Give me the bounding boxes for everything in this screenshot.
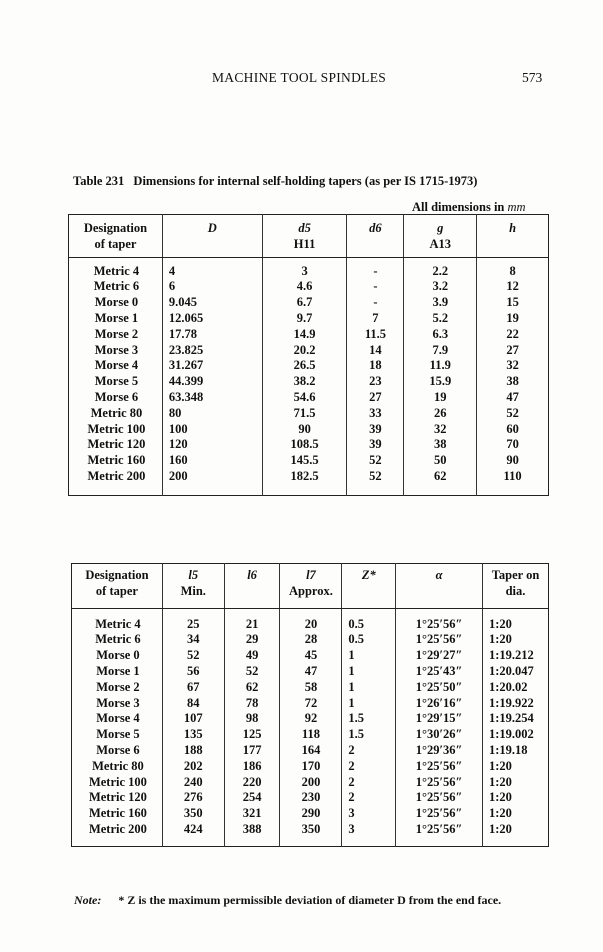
table1-cell: 160 xyxy=(162,453,262,469)
table1-cell: - xyxy=(347,279,404,295)
table2-cell: 188 xyxy=(162,743,224,759)
table2-cell: Morse 4 xyxy=(96,711,140,726)
table-row xyxy=(69,343,549,359)
table1-header-col-4-line-0: g xyxy=(437,221,444,235)
table2-cell: 52 xyxy=(224,664,280,680)
table-number: Table 231 xyxy=(73,174,125,188)
table2-cell: 3 xyxy=(342,822,396,846)
table-row xyxy=(69,295,549,311)
table1-cell: 90 xyxy=(262,422,347,438)
table-row xyxy=(69,358,549,374)
table1-cell: 14 xyxy=(347,343,404,359)
table2-header xyxy=(72,564,549,609)
table1-cell: Metric 6 xyxy=(93,279,140,294)
table1-cell: 23 xyxy=(347,374,404,390)
taper-dimensions-table-2 xyxy=(71,563,549,847)
table1-cell: 62 xyxy=(404,469,477,495)
table1-cell: 200 xyxy=(162,469,262,495)
table2-cell: 58 xyxy=(280,680,342,696)
page-number: 573 xyxy=(522,70,543,85)
table2-cell: 1:20 xyxy=(483,608,549,632)
note-text: * Z is the maximum permissible deviation of diameter D from the end face. xyxy=(118,893,502,907)
table2-cell: Morse 6 xyxy=(96,742,140,757)
table2-cell: 20 xyxy=(280,608,342,632)
table2-cell: Metric 200 xyxy=(88,821,147,836)
table2-cell: 1°25′56″ xyxy=(396,775,483,791)
table1-header-col-1-line-1 xyxy=(163,237,262,253)
table1-header-col-2-line-0: d5 xyxy=(298,221,311,235)
table1-cell: - xyxy=(347,295,404,311)
table1-cell: 7 xyxy=(347,311,404,327)
table2-cell: 1°25′56″ xyxy=(396,822,483,846)
table1-cell: 32 xyxy=(477,358,549,374)
table2-cell: 1°25′50″ xyxy=(396,680,483,696)
table2-cell: 1:20.047 xyxy=(483,664,549,680)
table2-cell: 2 xyxy=(342,790,396,806)
table1-cell: Morse 2 xyxy=(94,326,139,341)
table1-cell: 54.6 xyxy=(262,390,347,406)
table1-cell: 20.2 xyxy=(262,343,347,359)
note-label: Note: xyxy=(74,893,102,907)
table1-cell: 9.045 xyxy=(162,295,262,311)
table1-cell: 8 xyxy=(477,257,549,279)
table2-cell: 29 xyxy=(224,632,280,648)
table2-cell: 1 xyxy=(342,664,396,680)
table1-cell: 4 xyxy=(162,257,262,279)
table1-cell: 3.2 xyxy=(404,279,477,295)
table2-cell: 1:20 xyxy=(483,790,549,806)
table2-cell: 1°25′56″ xyxy=(396,632,483,648)
table1-cell: Metric 80 xyxy=(90,405,143,420)
table1-cell: 18 xyxy=(347,358,404,374)
table-row xyxy=(69,327,549,343)
table1-header-col-4-line-1: A13 xyxy=(429,236,452,251)
table1-cell: Morse 5 xyxy=(94,374,139,389)
dimensions-unit: mm xyxy=(507,200,526,214)
table1-cell: 33 xyxy=(347,406,404,422)
table1-cell: 47 xyxy=(477,390,549,406)
table2-cell: 1°25′56″ xyxy=(396,608,483,632)
table-row xyxy=(72,790,549,806)
table2-cell: 34 xyxy=(162,632,224,648)
table2-cell: 1°29′15″ xyxy=(396,711,483,727)
table1-cell: 38 xyxy=(477,374,549,390)
table2-cell: 84 xyxy=(162,696,224,712)
table-caption xyxy=(73,174,477,189)
table2-cell: 186 xyxy=(224,759,280,775)
table2-cell: 164 xyxy=(280,743,342,759)
table-row xyxy=(72,648,549,664)
table1-cell: Metric 160 xyxy=(87,453,146,468)
table2-header-col-5-line-0: α xyxy=(435,568,443,582)
table1-cell: 110 xyxy=(477,469,549,495)
table2-cell: 350 xyxy=(162,806,224,822)
table1-cell: 90 xyxy=(477,453,549,469)
table2-cell: 200 xyxy=(280,775,342,791)
table-row xyxy=(72,664,549,680)
table1-cell: 7.9 xyxy=(404,343,477,359)
table2-cell: 78 xyxy=(224,696,280,712)
table2-cell: 230 xyxy=(280,790,342,806)
table-row xyxy=(72,759,549,775)
table2-cell: 62 xyxy=(224,680,280,696)
table2-cell: 28 xyxy=(280,632,342,648)
table1-header-col-3-line-0: d6 xyxy=(369,221,382,235)
table1-header-col-4 xyxy=(404,215,477,258)
table1-cell: 5.2 xyxy=(404,311,477,327)
table2-cell: 170 xyxy=(280,759,342,775)
table2-cell: 3 xyxy=(342,806,396,822)
table-row xyxy=(69,257,549,279)
table2-cell: 1:20 xyxy=(483,632,549,648)
table1-cell: 32 xyxy=(404,422,477,438)
table1-cell: 63.348 xyxy=(162,390,262,406)
table1-cell: 6.7 xyxy=(262,295,347,311)
table2-cell: 21 xyxy=(224,608,280,632)
table1-cell: 11.9 xyxy=(404,358,477,374)
table1-cell: 27 xyxy=(347,390,404,406)
table2-cell: 321 xyxy=(224,806,280,822)
table1-cell: 27 xyxy=(477,343,549,359)
table2-cell: 1:19.212 xyxy=(483,648,549,664)
table1-cell: 2.2 xyxy=(404,257,477,279)
table1-cell: - xyxy=(347,257,404,279)
table2-cell: 177 xyxy=(224,743,280,759)
table1-header-col-5-line-1 xyxy=(477,237,548,253)
table2-cell: 254 xyxy=(224,790,280,806)
table2-cell: 202 xyxy=(162,759,224,775)
table2-header-col-4 xyxy=(342,564,396,609)
table1-cell: 26 xyxy=(404,406,477,422)
table-row xyxy=(69,279,549,295)
table1-cell: 71.5 xyxy=(262,406,347,422)
table1-header-col-0-line-1: of taper xyxy=(94,236,137,251)
table2-cell: 1°26′16″ xyxy=(396,696,483,712)
table-row xyxy=(72,608,549,632)
table1-cell: 100 xyxy=(162,422,262,438)
table-row xyxy=(72,775,549,791)
table2-cell: 1:20 xyxy=(483,822,549,846)
table2-cell: Metric 160 xyxy=(88,806,147,821)
table2-cell: 424 xyxy=(162,822,224,846)
table1-cell: 15.9 xyxy=(404,374,477,390)
table2-cell: Morse 1 xyxy=(96,663,140,678)
dimensions-note xyxy=(412,200,526,215)
table2-cell: 49 xyxy=(224,648,280,664)
table2-cell: 2 xyxy=(342,743,396,759)
table2-cell: 1 xyxy=(342,696,396,712)
table2-cell: Metric 100 xyxy=(88,774,147,789)
table2-header-col-5-line-1 xyxy=(396,584,482,600)
table2-header-col-2 xyxy=(224,564,280,609)
table2-header-col-0 xyxy=(72,564,163,609)
table1-header-col-3 xyxy=(347,215,404,258)
table2-cell: 2 xyxy=(342,775,396,791)
table2-cell: Morse 5 xyxy=(96,727,140,742)
table1-header-col-0 xyxy=(69,215,163,258)
table2-cell: Metric 4 xyxy=(95,616,141,631)
table1-cell: 50 xyxy=(404,453,477,469)
table-row xyxy=(72,696,549,712)
table2-cell: 45 xyxy=(280,648,342,664)
table1-cell: 15 xyxy=(477,295,549,311)
table2-cell: 125 xyxy=(224,727,280,743)
table-row xyxy=(72,822,549,846)
taper-dimensions-table-1 xyxy=(68,214,549,496)
table2-body xyxy=(72,608,549,846)
table2-cell: 56 xyxy=(162,664,224,680)
table-row xyxy=(69,374,549,390)
table2-cell: Metric 6 xyxy=(95,632,141,647)
table2-cell: Metric 120 xyxy=(88,790,147,805)
table1-cell: 108.5 xyxy=(262,437,347,453)
table2-cell: 1°30′26″ xyxy=(396,727,483,743)
table2-cell: 67 xyxy=(162,680,224,696)
table1-cell: 11.5 xyxy=(347,327,404,343)
table1-cell: 19 xyxy=(477,311,549,327)
table2-cell: 92 xyxy=(280,711,342,727)
table2-header-col-0-line-1: of taper xyxy=(95,583,138,598)
table2-header-col-3-line-1: Approx. xyxy=(288,583,333,598)
table2-cell: 0.5 xyxy=(342,608,396,632)
table1-cell: Morse 6 xyxy=(94,389,139,404)
table2-header-col-3 xyxy=(280,564,342,609)
table1-cell: 9.7 xyxy=(262,311,347,327)
table1-cell: Metric 100 xyxy=(87,421,146,436)
table2-cell: 276 xyxy=(162,790,224,806)
table2-cell: 1:19.18 xyxy=(483,743,549,759)
table1-header-col-5-line-0: h xyxy=(509,221,517,235)
table1-cell: 6 xyxy=(162,279,262,295)
table-row xyxy=(69,453,549,469)
table2-header-col-2-line-0: l6 xyxy=(247,568,257,582)
table1-cell: Morse 0 xyxy=(94,295,139,310)
table2-cell: Morse 3 xyxy=(96,695,140,710)
table2-header-col-6-line-1: dia. xyxy=(505,583,526,598)
table1-cell: 12.065 xyxy=(162,311,262,327)
table2-cell: 1°29′27″ xyxy=(396,648,483,664)
table1-cell: 52 xyxy=(347,453,404,469)
table2-cell: 72 xyxy=(280,696,342,712)
table1-cell: Metric 4 xyxy=(93,263,140,278)
table-row xyxy=(69,390,549,406)
footnote xyxy=(74,893,501,908)
table-row xyxy=(72,680,549,696)
table2-cell: 0.5 xyxy=(342,632,396,648)
table1-header-col-2 xyxy=(262,215,347,258)
table1-cell: 38 xyxy=(404,437,477,453)
table2-cell: 1°25′56″ xyxy=(396,759,483,775)
table1-header-col-3-line-1 xyxy=(347,237,403,253)
table1-cell: Metric 200 xyxy=(87,468,146,483)
table2-cell: 135 xyxy=(162,727,224,743)
table2-cell: 1:20.02 xyxy=(483,680,549,696)
table2-cell: Metric 80 xyxy=(92,758,144,773)
table1-header xyxy=(69,215,549,258)
table2-cell: 25 xyxy=(162,608,224,632)
table1-cell: 38.2 xyxy=(262,374,347,390)
table-row xyxy=(69,406,549,422)
table1-header-col-5 xyxy=(477,215,549,258)
table1-cell: 14.9 xyxy=(262,327,347,343)
table2-cell: 118 xyxy=(280,727,342,743)
table2-header-col-5 xyxy=(396,564,483,609)
table2-cell: 47 xyxy=(280,664,342,680)
table2-cell: 388 xyxy=(224,822,280,846)
table2-cell: 290 xyxy=(280,806,342,822)
table1-cell: 44.399 xyxy=(162,374,262,390)
table2-header-col-3-line-0: l7 xyxy=(306,568,316,582)
table1-cell: 6.3 xyxy=(404,327,477,343)
table-row xyxy=(72,743,549,759)
table1-cell: 80 xyxy=(162,406,262,422)
table2-cell: 1°25′56″ xyxy=(396,790,483,806)
table1-cell: 26.5 xyxy=(262,358,347,374)
table1-cell: 3 xyxy=(262,257,347,279)
table1-cell: 17.78 xyxy=(162,327,262,343)
table2-cell: 220 xyxy=(224,775,280,791)
table2-cell: 350 xyxy=(280,822,342,846)
table1-cell: Metric 120 xyxy=(87,437,146,452)
table2-header-col-1-line-0: l5 xyxy=(188,568,199,582)
table1-header-col-0-line-0: Designation xyxy=(83,221,148,235)
table2-cell: 1.5 xyxy=(342,727,396,743)
table2-header-col-4-line-1 xyxy=(342,584,395,600)
table2-cell: 1:19.002 xyxy=(483,727,549,743)
table2-cell: 1 xyxy=(342,648,396,664)
table2-cell: 107 xyxy=(162,711,224,727)
table1-cell: Morse 1 xyxy=(94,310,139,325)
table-row xyxy=(72,632,549,648)
table2-cell: 98 xyxy=(224,711,280,727)
table1-cell: 52 xyxy=(347,469,404,495)
table2-cell: 1:19.922 xyxy=(483,696,549,712)
table2-cell: Morse 2 xyxy=(96,679,140,694)
table1-cell: 182.5 xyxy=(262,469,347,495)
table-row xyxy=(72,727,549,743)
table1-cell: 4.6 xyxy=(262,279,347,295)
table1-cell: Morse 3 xyxy=(94,342,139,357)
table1-cell: 145.5 xyxy=(262,453,347,469)
table1-cell: 39 xyxy=(347,437,404,453)
table-row xyxy=(69,437,549,453)
table1-body xyxy=(69,257,549,495)
table2-cell: 1°25′56″ xyxy=(396,806,483,822)
table2-cell: Morse 0 xyxy=(96,648,140,663)
table1-cell: 70 xyxy=(477,437,549,453)
table1-cell: 19 xyxy=(404,390,477,406)
dimensions-note-text: All dimensions in xyxy=(412,200,505,214)
table2-header-col-6 xyxy=(483,564,549,609)
table-row xyxy=(69,422,549,438)
table-row xyxy=(72,806,549,822)
table1-cell: 39 xyxy=(347,422,404,438)
table1-cell: 23.825 xyxy=(162,343,262,359)
table2-header-col-1-line-1: Min. xyxy=(180,583,206,598)
table2-cell: 52 xyxy=(162,648,224,664)
table2-cell: 1:19.254 xyxy=(483,711,549,727)
table-row xyxy=(69,469,549,495)
table1-header-col-1-line-0: D xyxy=(207,221,217,235)
table1-cell: Morse 4 xyxy=(94,358,139,373)
table2-cell: 1:20 xyxy=(483,759,549,775)
table2-header-col-6-line-0: Taper on xyxy=(491,568,540,582)
table1-cell: 60 xyxy=(477,422,549,438)
table2-cell: 1.5 xyxy=(342,711,396,727)
table2-header-col-4-line-0: Z* xyxy=(361,568,376,582)
table2-cell: 240 xyxy=(162,775,224,791)
chapter-title: MACHINE TOOL SPINDLES xyxy=(212,70,387,85)
table2-cell: 2 xyxy=(342,759,396,775)
table-row xyxy=(69,311,549,327)
table1-cell: 120 xyxy=(162,437,262,453)
table1-header-col-1 xyxy=(162,215,262,258)
table2-header-col-2-line-1 xyxy=(225,584,280,600)
running-head xyxy=(0,70,603,90)
table2-header-col-1 xyxy=(162,564,224,609)
table1-cell: 22 xyxy=(477,327,549,343)
table1-cell: 52 xyxy=(477,406,549,422)
table2-cell: 1 xyxy=(342,680,396,696)
table-title: Dimensions for internal self-holding tapers (as per IS 1715-1973) xyxy=(133,174,478,188)
table-row xyxy=(72,711,549,727)
table1-cell: 31.267 xyxy=(162,358,262,374)
table1-cell: 3.9 xyxy=(404,295,477,311)
table2-cell: 1°29′36″ xyxy=(396,743,483,759)
table2-cell: 1:20 xyxy=(483,806,549,822)
table2-cell: 1:20 xyxy=(483,775,549,791)
table1-header-col-2-line-1: H11 xyxy=(293,236,316,251)
table1-cell: 12 xyxy=(477,279,549,295)
table2-header-col-0-line-0: Designation xyxy=(85,568,149,582)
table2-cell: 1°25′43″ xyxy=(396,664,483,680)
